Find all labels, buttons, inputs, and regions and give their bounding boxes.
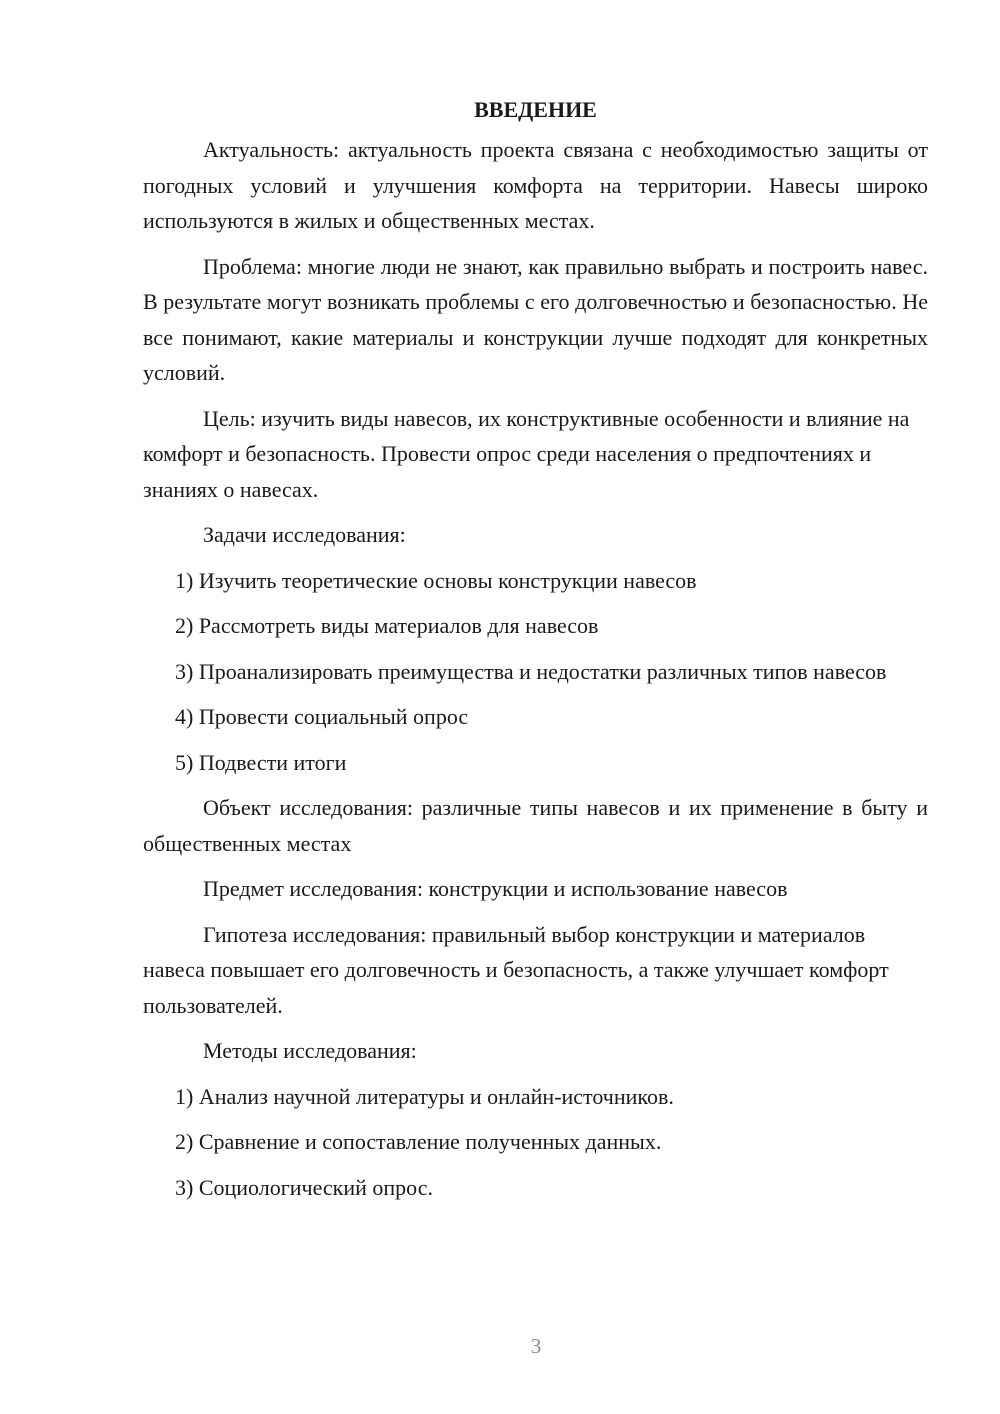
task-item: 3) Проанализировать преимущества и недостатки различных типов навесов (175, 658, 887, 684)
document-page (143, 92, 928, 1215)
hypothesis-paragraph: Гипотеза исследования: правильный выбор конструкции и материалов навеса повышает его долговечность и безопасность, а также улучшает комфорт пользователей. (143, 921, 889, 1018)
task-item: 4) Провести социальный опрос (175, 704, 469, 729)
tasks-heading: Задачи исследования: (203, 522, 406, 547)
relevance-paragraph: Актуальность: актуальность проекта связана с необходимостью защиты от погодных условий и улучшения комфорта на территории. Навесы широко используются в жилых и общественных местах. (143, 137, 928, 233)
task-item: 1) Изучить теоретические основы конструкции навесов (175, 567, 697, 593)
page-number: 3 (530, 1334, 542, 1358)
methods-heading: Методы исследования: (203, 1038, 417, 1063)
object-paragraph: Объект исследования: различные типы навесов и их применение в быту и общественных местах (143, 795, 928, 856)
subject-paragraph: Предмет исследования: конструкции и использование навесов (203, 876, 788, 901)
method-item: 3) Социологический опрос. (175, 1174, 433, 1200)
problem-paragraph: Проблема: многие люди не знают, как правильно выбрать и построить навес. В результате могут возникать проблемы с его долговечностью и безопасностью. Не все понимают, какие материалы и конструкции лучше подходят для конкретных условий. (143, 253, 928, 385)
task-item: 2) Рассмотреть виды материалов для навесов (175, 613, 599, 638)
method-item: 2) Сравнение и сопоставление полученных данных. (175, 1129, 662, 1154)
goal-paragraph: Цель: изучить виды навесов, их конструктивные особенности и влияние на комфорт и безопасность. Провести опрос среди населения о предпочтениях и знаниях о навесах. (143, 405, 910, 502)
task-item: 5) Подвести итоги (175, 749, 347, 775)
page-title: ВВЕДЕНИЕ (474, 97, 597, 122)
method-item: 1) Анализ научной литературы и онлайн-источников. (175, 1083, 674, 1109)
